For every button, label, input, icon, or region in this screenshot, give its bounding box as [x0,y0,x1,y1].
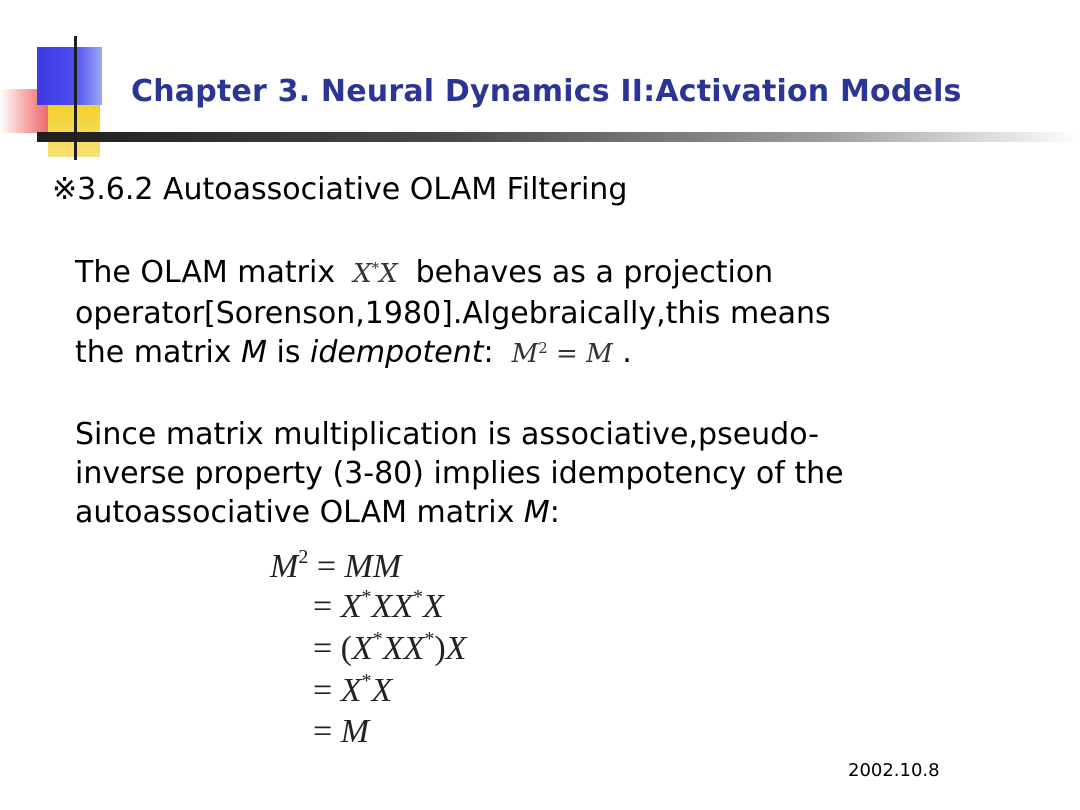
paragraph-pseudoinverse [75,415,844,532]
text-run: autoassociative OLAM matrix [75,495,524,530]
text-run: The OLAM matrix [75,255,336,290]
paragraph-line: inverse property (3-80) implies idempotency of the [75,456,844,491]
text-idempotent: idempotent [310,335,484,370]
paragraph-olam [75,253,831,374]
text-run: is [267,335,311,370]
equation-line-4: = X*X [313,670,393,709]
text-run: the matrix [75,335,232,370]
equation-line-1: $M^2$ = MM [270,546,402,585]
equation-line-5: = M [313,713,370,750]
paragraph-line [75,333,831,374]
paragraph-line: Since matrix multiplication is associative,pseudo- [75,417,819,452]
text-run: behaves as a projection [415,255,774,290]
equation-line-3: = (X*XX*)X [313,628,467,667]
text-run: . [612,335,632,370]
paragraph-line [75,253,831,294]
slide-title: Chapter 3. Neural Dynamics II:Activation Models [131,74,962,109]
text-run: : [483,335,494,370]
header-blue-square [37,47,102,105]
paragraph-line [75,493,844,532]
formula-m-squared-equals-m: $M^2 = M$ [511,339,613,369]
footer-date: 2002.10.8 [848,760,940,781]
formula-xstar-x: X*X [353,259,398,289]
section-heading: ※3.6.2 Autoassociative OLAM Filtering [52,172,628,207]
header-vertical-rule [74,36,77,160]
text-run: : [549,495,560,530]
equation-line-2: = X*XX*X [313,586,444,625]
header-rule [37,132,1080,142]
symbol-m: M [523,495,550,530]
paragraph-line: operator[Sorenson,1980].Algebraically,this means [75,296,831,331]
symbol-m: M [241,335,267,370]
